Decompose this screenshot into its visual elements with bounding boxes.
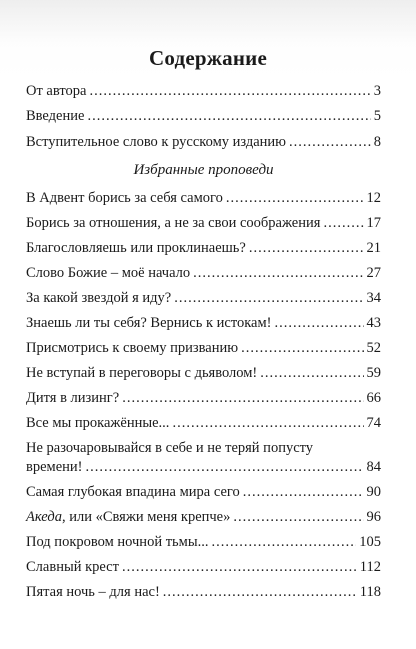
toc-entry-title: Благословляешь или проклинаешь? [26, 240, 246, 256]
toc-entry-page: 105 [359, 534, 381, 550]
toc-entry [26, 290, 381, 307]
toc-entry [26, 340, 381, 357]
toc-entry [26, 265, 381, 282]
toc-leader-dots [172, 415, 363, 432]
toc-entry-title: Борись за отношения, а не за свои соображения [26, 215, 321, 231]
toc-entry-page: 3 [373, 83, 381, 99]
toc-entry-title: В Адвент борись за себя самого [26, 190, 223, 206]
toc-leader-dots [260, 365, 363, 382]
page-title: Содержание [149, 46, 267, 70]
section-heading: Избранные проповеди [133, 162, 274, 178]
toc-entry-multiline [26, 440, 381, 476]
toc-leader-dots [163, 584, 357, 601]
toc-leader-dots [233, 509, 363, 526]
toc-entry-title: От автора [26, 83, 87, 99]
toc-entry-title [26, 509, 230, 526]
toc-entry-title: Не вступай в переговоры с дьяволом! [26, 365, 258, 381]
toc-entry-page: 52 [366, 340, 381, 356]
toc-entry-page: 66 [366, 390, 381, 406]
toc-entry [26, 315, 381, 332]
toc-entry-title: Вступительное слово к русскому изданию [26, 134, 287, 150]
toc-leader-dots [226, 190, 364, 207]
toc-entry-title: За какой звездой я иду? [26, 290, 172, 306]
toc-entry-title: Самая глубокая впадина мира сего [26, 484, 240, 500]
toc-entry-title: Присмотрись к своему призванию [26, 340, 239, 356]
toc-leader-dots [241, 340, 363, 357]
toc-entry-page: 5 [373, 108, 381, 124]
previous-page-bleed [0, 0, 416, 44]
toc-entry-title: Под покровом ночной тьмы... [26, 534, 209, 550]
toc-entry-page: 112 [359, 559, 381, 575]
table-of-contents [26, 80, 381, 601]
toc-entry [26, 215, 381, 232]
toc-entry-page: 118 [359, 584, 381, 600]
toc-entry-title-line2: времени! [26, 459, 83, 475]
toc-entry [26, 390, 381, 407]
toc-entry-page: 21 [366, 240, 381, 256]
toc-entry-title: Славный крест [26, 559, 119, 575]
toc-leader-dots [193, 265, 363, 282]
toc-leader-dots [87, 108, 370, 125]
toc-entry [26, 584, 381, 601]
toc-entry-page: 84 [366, 459, 381, 475]
toc-leader-dots [89, 83, 370, 100]
toc-entry [26, 83, 381, 100]
toc-leader-dots [211, 534, 356, 551]
toc-leader-dots [323, 215, 363, 232]
toc-entry-title-line1: Не разочаровывайся в себе и не теряй попусту [26, 440, 314, 456]
toc-leader-dots [275, 315, 364, 332]
toc-leader-dots [122, 559, 357, 576]
toc-entry-page: 59 [366, 365, 381, 381]
toc-entry [26, 240, 381, 257]
toc-entry [26, 459, 381, 476]
toc-entry-page: 27 [366, 265, 381, 281]
toc-leader-dots [243, 484, 364, 501]
toc-entry-title: Слово Божие – моё начало [26, 265, 191, 281]
toc-entry-title: Знаешь ли ты себя? Вернись к истокам! [26, 315, 272, 331]
toc-entry [26, 484, 381, 501]
toc-entry [26, 534, 381, 551]
toc-leader-dots [174, 290, 363, 307]
toc-entry [26, 415, 381, 432]
toc-entry-title: Все мы прокажённые... [26, 415, 170, 431]
toc-entry [26, 190, 381, 207]
toc-entry-page: 34 [366, 290, 381, 306]
toc-entry [26, 134, 381, 151]
toc-entry-page: 43 [366, 315, 381, 331]
toc-entry-title-rest: , или «Свяжи меня крепче» [61, 509, 231, 525]
toc-entry-title: Введение [26, 108, 85, 124]
toc-entry-page: 74 [366, 415, 381, 431]
toc-entry [26, 108, 381, 125]
toc-entry [26, 559, 381, 576]
toc-entry [26, 509, 381, 526]
toc-entry [26, 365, 381, 382]
toc-entry-page: 96 [366, 509, 381, 525]
toc-leader-dots [86, 459, 364, 476]
toc-entry-page: 90 [366, 484, 381, 500]
toc-leader-dots [249, 240, 364, 257]
toc-entry-page: 8 [373, 134, 381, 150]
toc-entry-page: 17 [366, 215, 381, 231]
toc-entry-title: Пятая ночь – для нас! [26, 584, 160, 600]
toc-entry-title: Дитя в лизинг? [26, 390, 120, 406]
toc-leader-dots [289, 134, 371, 151]
toc-leader-dots [122, 390, 363, 407]
toc-entry-title-italic: Акеда [26, 509, 62, 525]
toc-entry-page: 12 [366, 190, 381, 206]
